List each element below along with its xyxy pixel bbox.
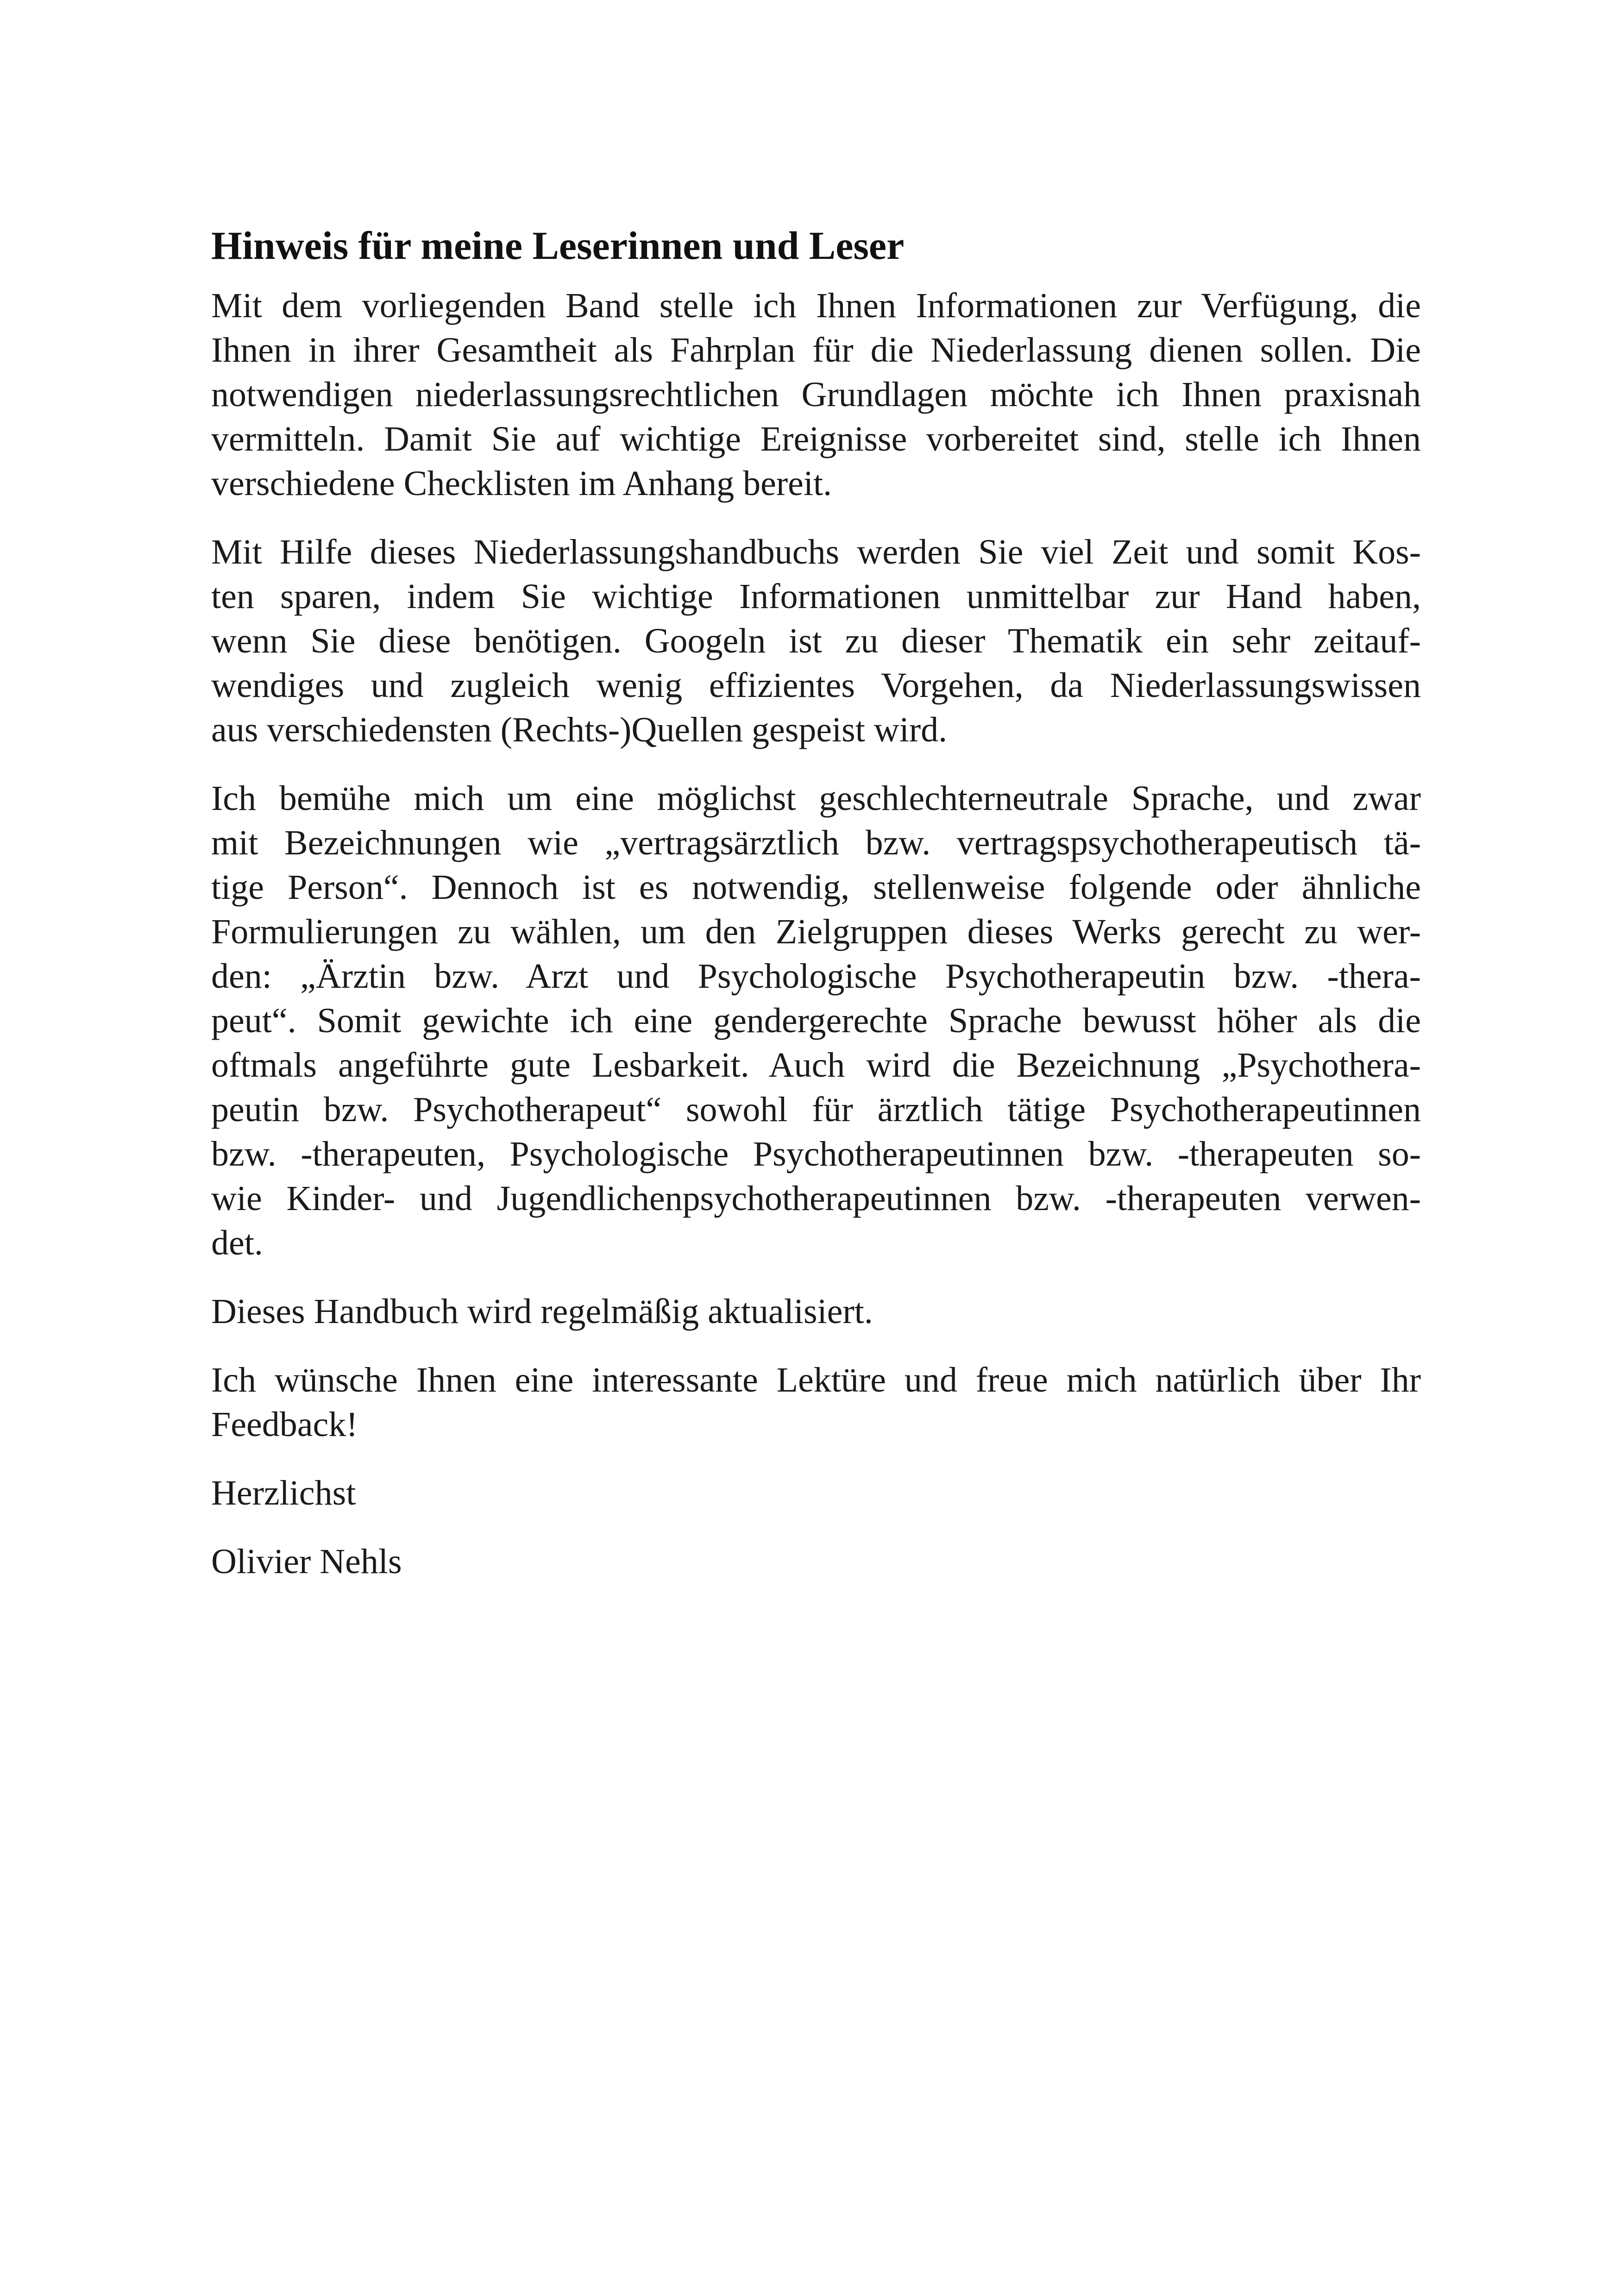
text-line: wie Kinder- und Jugendlichenpsychotherapeutinnen bzw. -therapeuten verwen- [211, 1179, 1421, 1218]
text-line: wendiges und zugleich wenig effizientes Vorgehen, da Niederlassungswissen [211, 666, 1421, 705]
paragraph-updates [211, 1289, 1421, 1334]
text-line: den: „Ärztin bzw. Arzt und Psychologische Psychotherapeutin bzw. -thera- [211, 957, 1421, 996]
text-line: tige Person“. Dennoch ist es notwendig, stellenweise folgende oder ähnliche [211, 868, 1421, 907]
author-signature: Olivier Nehls [211, 1542, 402, 1581]
paragraph-handbook-benefits [211, 530, 1421, 752]
text-line: Ihnen in ihrer Gesamtheit als Fahrplan für die Niederlassung dienen sollen. Die [211, 331, 1421, 370]
text-line: Formulierungen zu wählen, um den Zielgruppen dieses Werks gerecht zu wer- [211, 912, 1421, 951]
text-line: Ich wünsche Ihnen eine interessante Lektüre und freue mich natürlich über Ihr [211, 1361, 1421, 1399]
text-line: Feedback! [211, 1405, 358, 1444]
text-line: aus verschiedensten (Rechts-)Quellen gespeist wird. [211, 710, 948, 749]
text-line: wenn Sie diese benötigen. Googeln ist zu dieser Thematik ein sehr zeitauf- [211, 621, 1421, 660]
paragraph-gender-language [211, 776, 1421, 1265]
text-line: Mit dem vorliegenden Band stelle ich Ihnen Informationen zur Verfügung, die [211, 286, 1421, 325]
text-line: oftmals angeführte gute Lesbarkeit. Auch wird die Bezeichnung „Psychothera- [211, 1046, 1421, 1085]
text-line: bzw. -therapeuten, Psychologische Psychotherapeutinnen bzw. -therapeuten so- [211, 1135, 1421, 1173]
text-line: ten sparen, indem Sie wichtige Informationen unmittelbar zur Hand haben, [211, 577, 1421, 616]
page-title: Hinweis für meine Leserinnen und Leser [211, 223, 905, 268]
text-line: Ich bemühe mich um eine möglichst geschlechterneutrale Sprache, und zwar [211, 779, 1421, 818]
closing-greeting: Herzlichst [211, 1474, 356, 1512]
text-line: Mit Hilfe dieses Niederlassungshandbuchs werden Sie viel Zeit und somit Kos- [211, 533, 1421, 571]
text-line: peut“. Somit gewichte ich eine gendergerechte Sprache bewusst höher als die [211, 1001, 1421, 1040]
text-line: det. [211, 1223, 263, 1262]
text-line: mit Bezeichnungen wie „vertragsärztlich bzw. vertragspsychotherapeutisch tä- [211, 823, 1421, 862]
text-line: peutin bzw. Psychotherapeut“ sowohl für ärztlich tätige Psychotherapeutinnen [211, 1090, 1421, 1129]
document-content [211, 218, 1421, 1608]
text-line: notwendigen niederlassungsrechtlichen Grundlagen möchte ich Ihnen praxisnah [211, 375, 1421, 414]
text-line: vermitteln. Damit Sie auf wichtige Ereignisse vorbereitet sind, stelle ich Ihnen [211, 420, 1421, 458]
paragraph-intro [211, 283, 1421, 506]
text-line: verschiedene Checklisten im Anhang bereit. [211, 464, 832, 503]
text-line: Dieses Handbuch wird regelmäßig aktualisiert. [211, 1292, 873, 1331]
paragraph-wishes [211, 1358, 1421, 1447]
